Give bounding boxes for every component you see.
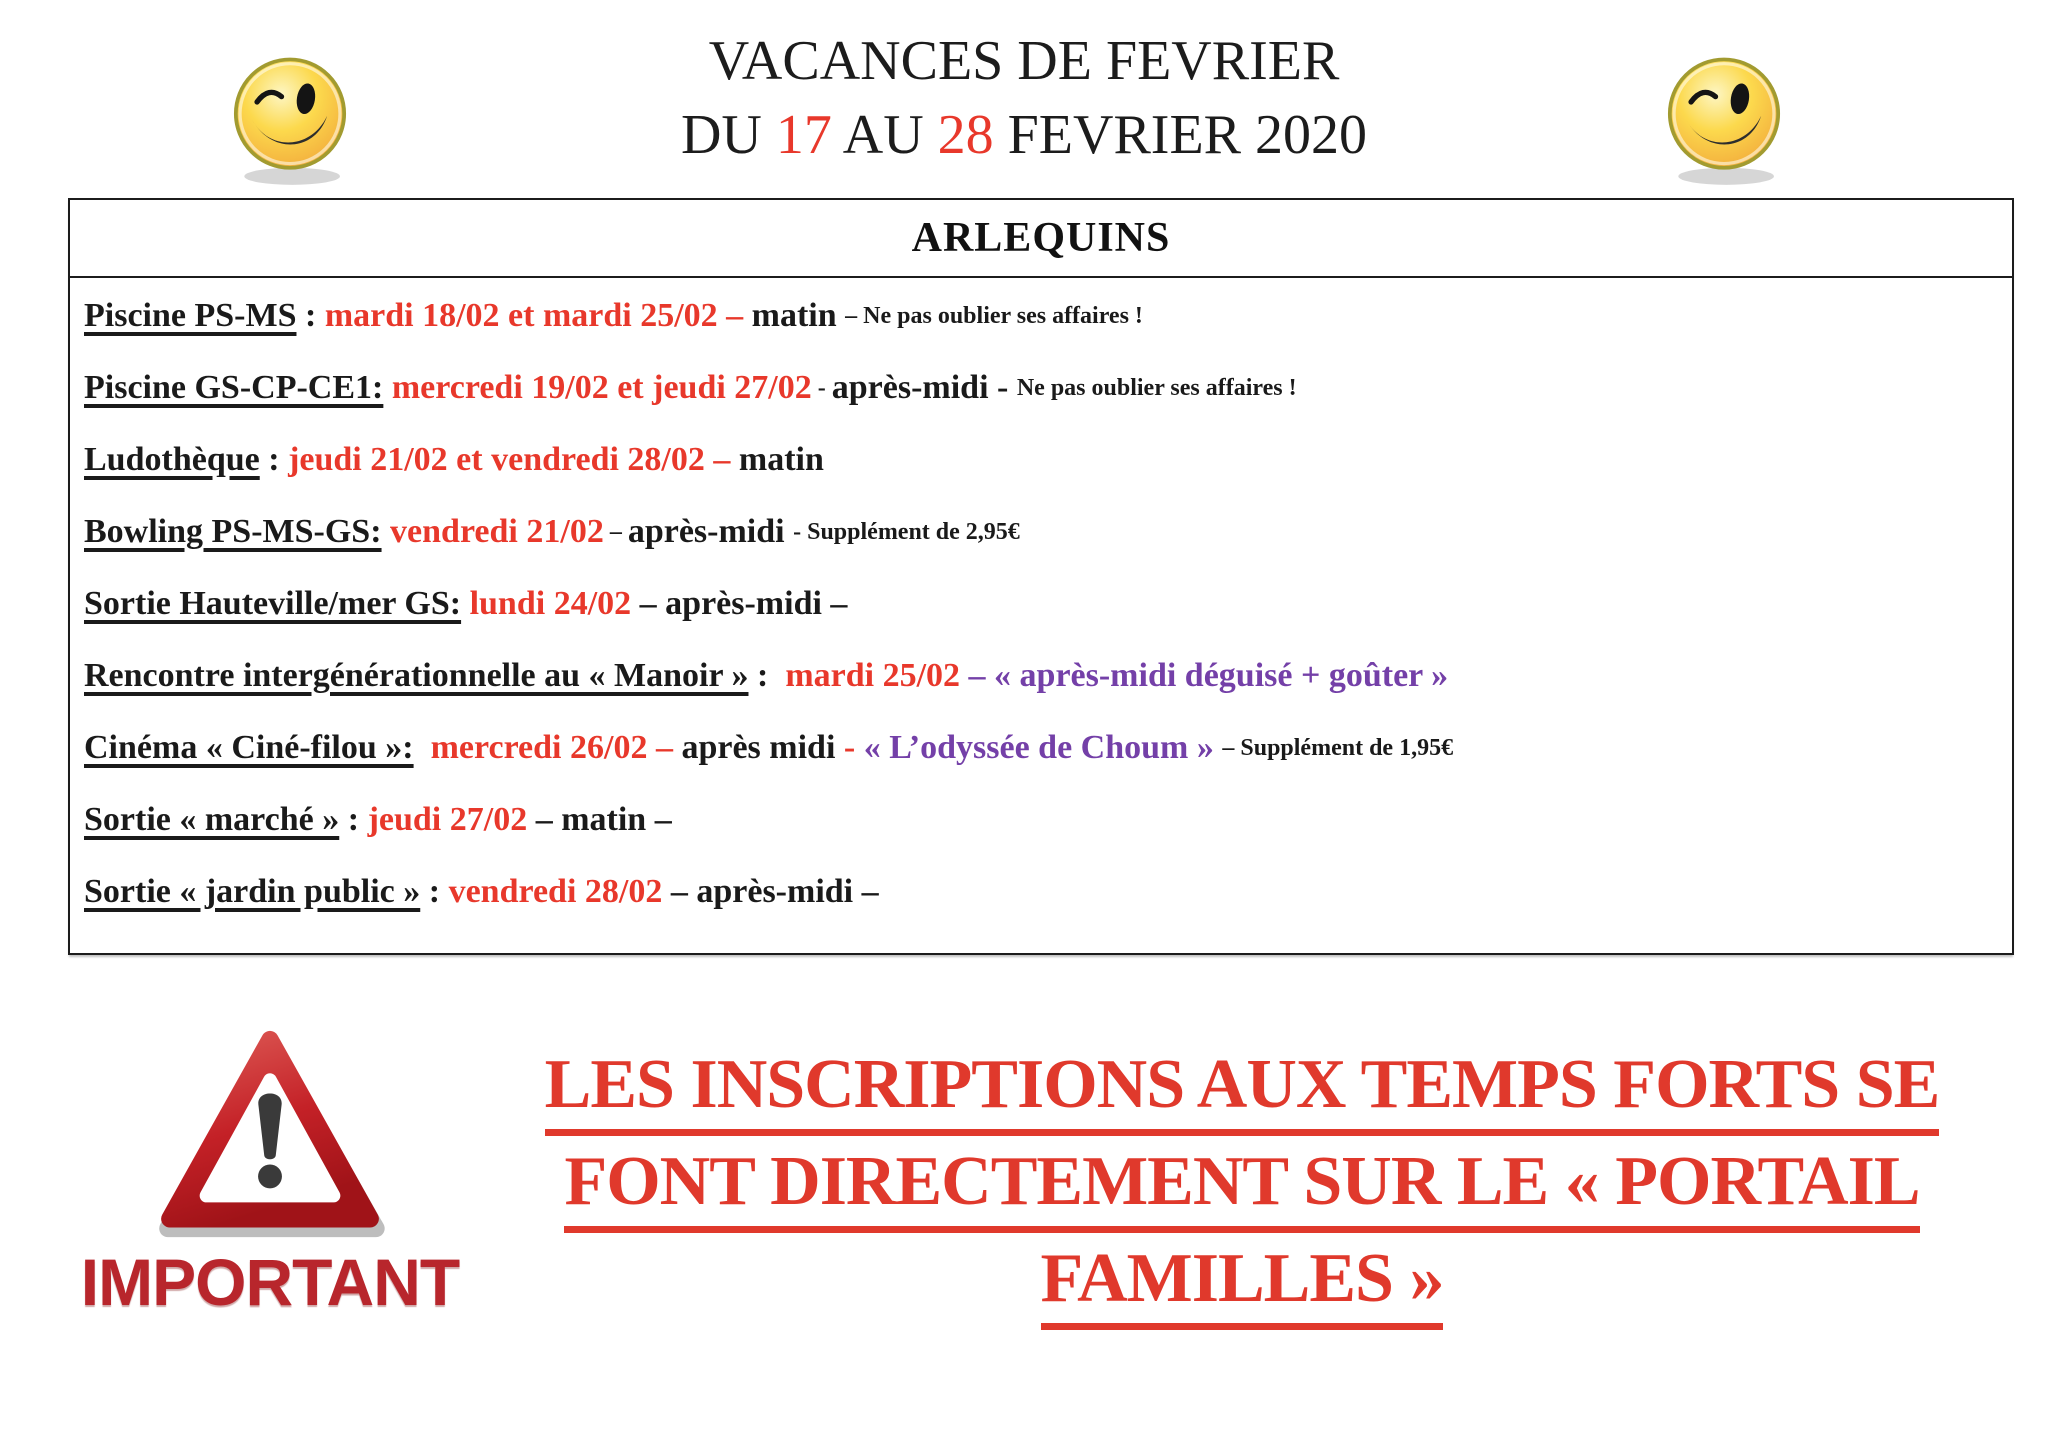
activity-segment-red: mercredi 19/02 et jeudi 27/02 <box>391 369 812 406</box>
activity-segment-plain: matin <box>738 441 824 478</box>
important-label: IMPORTANT <box>80 1245 460 1319</box>
winking-smiley-icon <box>1660 52 1788 188</box>
title-line-2: DU 17 AU 28 FEVRIER 2020 <box>680 104 1368 166</box>
important-badge <box>58 1028 482 1320</box>
activity-segment-label: Sortie « marché » <box>84 801 340 838</box>
activity-segment-plain <box>461 585 470 623</box>
activity-segment-plain: – après-midi – <box>631 585 848 622</box>
activity-segment-plain <box>383 369 392 407</box>
activity-segment-red: - <box>843 729 864 766</box>
activity-segment-plain: : <box>748 657 786 694</box>
activity-segment-purple: « L’odyssée de Choum » <box>863 729 1223 766</box>
activity-row <box>84 352 2012 424</box>
notice-line: FONT DIRECTEMENT SUR LE « PORTAIL <box>420 1143 2048 1240</box>
activity-segment-red: mercredi 26/02 – <box>430 729 682 766</box>
activity-segment-label: Piscine GS-CP-CE1: <box>84 369 384 406</box>
date-start: 17 <box>775 104 832 166</box>
date-end: 28 <box>937 104 994 166</box>
activity-row <box>84 712 2012 784</box>
activity-segment-plain: matin <box>751 297 846 334</box>
activity-segment-plain: : <box>339 801 368 838</box>
activity-row <box>84 568 2012 640</box>
warning-triangle-icon <box>153 1028 387 1240</box>
activity-segment-red: mardi 18/02 et mardi 25/02 – <box>324 297 752 334</box>
activity-segment-plain: après midi <box>681 729 844 766</box>
activity-segment-red: vendredi 21/02 <box>390 513 604 550</box>
activity-segment-plain <box>382 513 391 551</box>
notice-line: FAMILLES » <box>420 1240 2048 1337</box>
activity-segment-purple: – « après-midi déguisé + goûter » <box>968 657 1449 694</box>
activity-segment-small: - <box>811 374 832 401</box>
activity-segment-plain <box>414 729 431 767</box>
activity-row <box>84 784 2012 856</box>
activity-row <box>84 640 2012 712</box>
activity-row <box>84 280 2012 352</box>
activity-segment-label: Piscine PS-MS <box>84 297 297 334</box>
activity-segment-small: – Ne pas oublier ses affaires ! <box>845 302 1143 329</box>
activity-segment-small: – <box>603 518 628 545</box>
activity-rows <box>70 278 2012 928</box>
activity-segment-red: jeudi 27/02 <box>367 801 528 838</box>
activity-segment-plain: – après-midi – <box>662 873 879 910</box>
activity-segment-label: Ludothèque <box>84 441 260 478</box>
activity-segment-red: mardi 25/02 <box>785 657 969 694</box>
title-line-1: VACANCES DE FEVRIER <box>708 30 1340 92</box>
activity-segment-plain: : <box>259 441 289 478</box>
activity-segment-plain: : <box>296 297 325 334</box>
registration-notice <box>420 1046 2048 1337</box>
activity-segment-red: vendredi 28/02 <box>448 873 663 910</box>
activity-row <box>84 856 2012 928</box>
activity-segment-label: Sortie Hauteville/mer GS: <box>84 585 462 622</box>
activity-row <box>84 424 2012 496</box>
activity-segment-label: Bowling PS-MS-GS: <box>84 513 382 550</box>
activity-segment-plain: – matin – <box>527 801 672 838</box>
activity-segment-plain: après-midi - <box>831 369 1017 406</box>
activities-table <box>68 198 2014 955</box>
activity-segment-plain: après-midi <box>627 513 794 550</box>
activity-segment-label: Rencontre intergénérationnelle au « Manoir » <box>84 657 749 694</box>
activity-segment-small: - Supplément de 2,95€ <box>793 518 1020 545</box>
activity-row <box>84 496 2012 568</box>
group-title: ARLEQUINS <box>70 200 2012 278</box>
activity-segment-small: – Supplément de 1,95€ <box>1222 734 1454 761</box>
activity-segment-plain: : <box>420 873 449 910</box>
activity-segment-red: jeudi 21/02 et vendredi 28/02 – <box>288 441 739 478</box>
activity-segment-small: Ne pas oublier ses affaires ! <box>1016 374 1297 401</box>
activity-segment-label: Sortie « jardin public » <box>84 873 421 910</box>
activity-segment-red: lundi 24/02 <box>469 585 632 622</box>
activity-segment-label: Cinéma « Ciné-filou »: <box>84 729 414 766</box>
notice-line: LES INSCRIPTIONS AUX TEMPS FORTS SE <box>420 1046 2048 1143</box>
